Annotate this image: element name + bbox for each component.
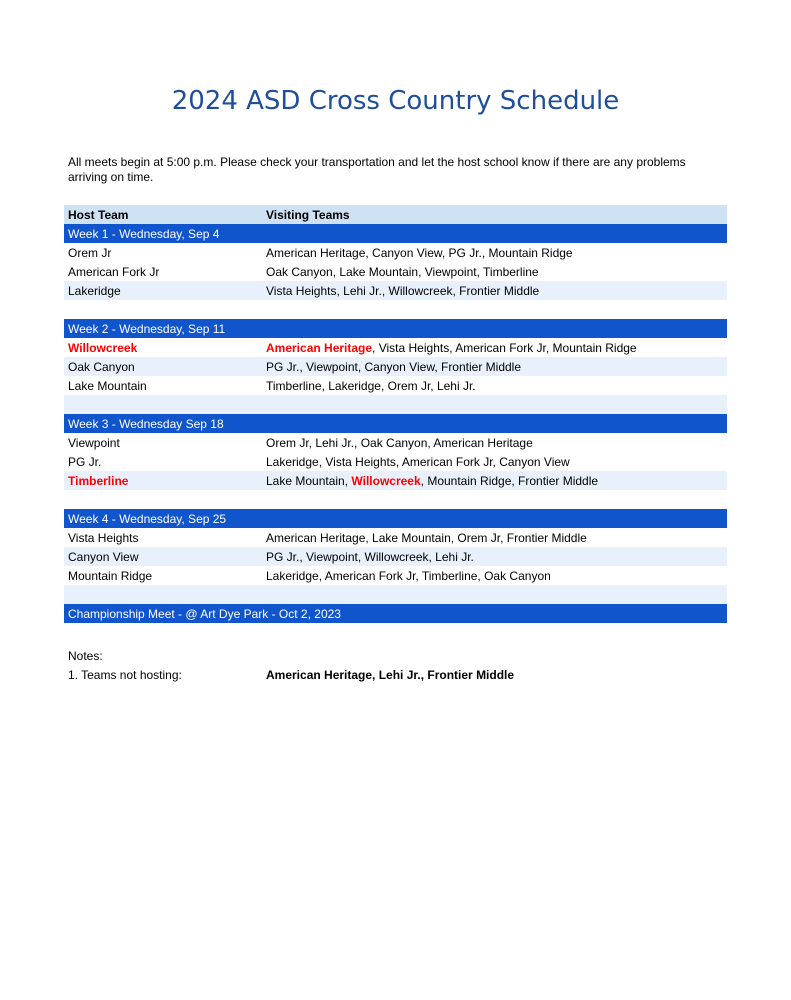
visiting-cell: American Heritage, Canyon View, PG Jr., Mountain Ridge [266,245,573,260]
visiting-rest: , Vista Heights, American Fork Jr, Mountain Ridge [372,340,637,355]
table-row [64,357,727,376]
visiting-cell: American Heritage, Lake Mountain, Orem Jr, Frontier Middle [266,530,587,545]
table-row [64,243,727,262]
column-header-visiting: Visiting Teams [266,207,350,222]
week-header: Week 2 - Wednesday, Sep 11 [64,319,727,338]
host-cell: Canyon View [68,549,139,564]
spacer-row [64,395,727,414]
schedule-table [64,205,727,623]
host-cell: Lake Mountain [68,378,147,393]
table-row [64,471,727,490]
visiting-cell: Lakeridge, Vista Heights, American Fork Jr, Canyon View [266,454,570,469]
week-header: Week 3 - Wednesday Sep 18 [64,414,727,433]
note-item-value: American Heritage, Lehi Jr., Frontier Middle [266,668,515,682]
table-row [64,452,727,471]
host-cell: Vista Heights [68,530,139,545]
host-cell: Viewpoint [68,435,120,450]
note-item-label: 1. Teams not hosting: [68,668,182,682]
visiting-cell: Lakeridge, American Fork Jr, Timberline, Oak Canyon [266,568,551,583]
table-row [64,528,727,547]
highlighted-team: American Heritage [266,340,373,355]
host-cell: American Fork Jr [68,264,160,279]
table-row [64,338,727,357]
visiting-cell: Timberline, Lakeridge, Orem Jr, Lehi Jr. [266,378,476,393]
host-cell: PG Jr. [68,454,102,469]
table-row [64,547,727,566]
championship-header: Championship Meet - @ Art Dye Park - Oct 2, 2023 [64,604,727,623]
intro-text: All meets begin at 5:00 p.m. Please check your transportation and let the host school know if there are any problems arriving on time. [68,155,686,184]
visiting-cell [266,341,727,355]
spacer-row [64,490,727,509]
spacer-row [64,585,727,604]
table-row [64,433,727,452]
host-cell: Orem Jr [68,245,112,260]
host-cell: Timberline [68,473,129,488]
spacer-row [64,300,727,319]
table-row [64,376,727,395]
visiting-pre: Lake Mountain, [266,473,352,488]
table-row [64,566,727,585]
visiting-cell: Orem Jr, Lehi Jr., Oak Canyon, American Heritage [266,435,533,450]
visiting-cell: Oak Canyon, Lake Mountain, Viewpoint, Timberline [266,264,539,279]
visiting-cell [266,474,727,488]
week-header: Week 4 - Wednesday, Sep 25 [64,509,727,528]
host-cell: Lakeridge [68,283,121,298]
host-cell: Willowcreek [68,340,138,355]
notes-label: Notes: [68,649,103,663]
table-header-row [64,205,727,224]
week-header: Week 1 - Wednesday, Sep 4 [64,224,727,243]
host-cell: Mountain Ridge [68,568,153,583]
visiting-cell: PG Jr., Viewpoint, Willowcreek, Lehi Jr. [266,549,474,564]
host-cell: Oak Canyon [68,359,135,374]
visiting-cell: Vista Heights, Lehi Jr., Willowcreek, Frontier Middle [266,283,540,298]
table-row [64,281,727,300]
page-title: 2024 ASD Cross Country Schedule [171,86,620,116]
visiting-post: , Mountain Ridge, Frontier Middle [420,473,599,488]
visiting-cell: PG Jr., Viewpoint, Canyon View, Frontier Middle [266,359,522,374]
note-item [68,668,728,682]
highlighted-team: Willowcreek [351,473,421,488]
table-row [64,262,727,281]
column-header-host: Host Team [68,207,129,222]
